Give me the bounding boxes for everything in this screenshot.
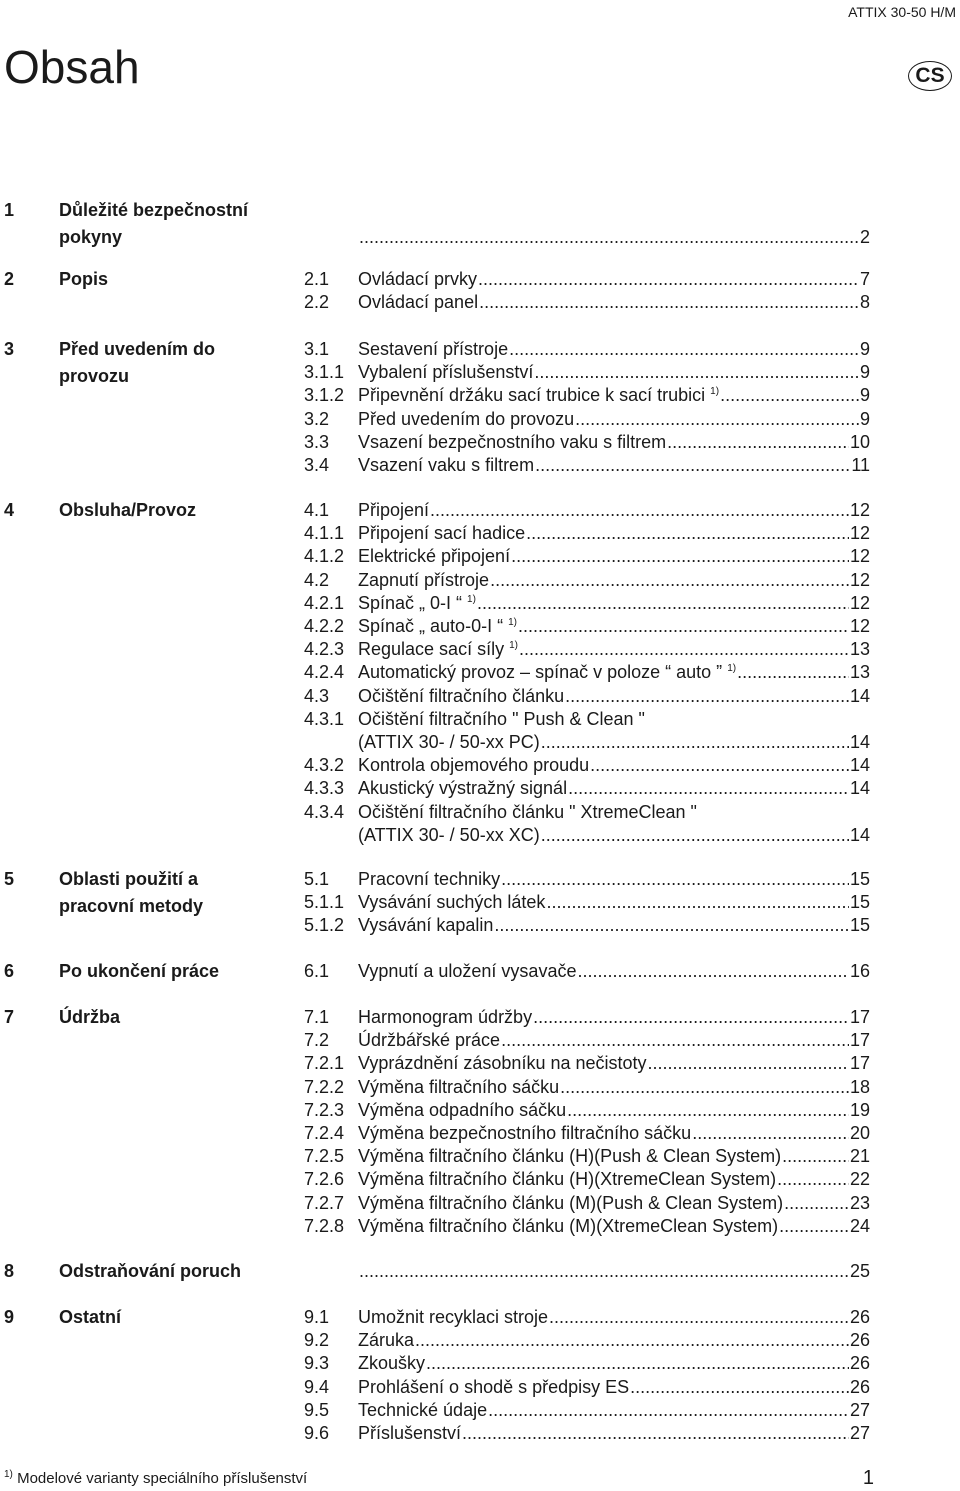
entry-title: Vsazení bezpečnostního vaku s filtrem [358, 431, 667, 452]
toc-entry[interactable] [358, 1168, 870, 1191]
entry-number: 3.1.1 [304, 362, 345, 383]
section-number: 1 [4, 200, 15, 220]
page-title: Obsah [4, 41, 140, 93]
entry-page: 27 [849, 1423, 870, 1443]
entry-title: Vysávání kapalin [358, 915, 494, 936]
dot-leader [479, 291, 859, 314]
section-number: 3 [4, 339, 15, 359]
entry-page: 9 [859, 408, 870, 429]
toc-entry[interactable] [358, 638, 870, 661]
entry-title: Umožnit recyklaci stroje [358, 1307, 549, 1327]
toc-entry[interactable] [358, 361, 870, 384]
section-title: pokyny [59, 227, 123, 248]
entry-number: 4.2.1 [304, 592, 345, 613]
entry-page: 9 [859, 339, 870, 359]
entry-number: 9.2 [304, 1330, 330, 1351]
toc-entry[interactable] [358, 1006, 870, 1029]
entry-title: Výměna odpadního sáčku [358, 1099, 567, 1120]
entry-title: Prohlášení o shodě s předpisy ES [358, 1376, 630, 1397]
entry-page: 13 [849, 639, 870, 660]
entry-page: 14 [849, 732, 870, 752]
entry-title: Očištění filtračního " Push & Clean " [358, 708, 645, 729]
toc-entry[interactable] [358, 708, 870, 731]
footnote [4, 1470, 307, 1488]
entry-page: 26 [849, 1353, 870, 1374]
entry-number: 7.2.3 [304, 1099, 345, 1120]
entry-title: (ATTIX 30- / 50-xx XC) [358, 824, 540, 845]
entry-number: 7.2 [304, 1030, 330, 1051]
dot-leader [560, 1076, 849, 1099]
dot-leader [541, 731, 849, 754]
dot-leader [720, 384, 859, 407]
dot-leader [359, 226, 859, 249]
entry-title: Očištění filtračního článku " XtremeClean " [358, 801, 697, 822]
entry-number: 4.1 [304, 500, 330, 520]
entry-page: 9 [859, 385, 870, 406]
entry-title: Výměna filtračního sáčku [358, 1076, 560, 1097]
entry-title: Kontrola objemového proudu [358, 755, 590, 776]
section-title: Údržba [59, 1007, 121, 1027]
toc-entry[interactable] [358, 1352, 870, 1375]
entry-page: 17 [849, 1007, 870, 1027]
entry-title: Zkoušky [358, 1353, 426, 1374]
dot-leader [541, 824, 849, 847]
entry-page: 12 [849, 592, 870, 613]
entry-title: Akustický výstražný signál [358, 778, 568, 799]
dot-leader [667, 431, 849, 454]
entry-page: 26 [849, 1376, 870, 1397]
entry-title: Sestavení přístroje [358, 339, 509, 359]
entry-number: 7.2.8 [304, 1215, 345, 1236]
section-title: Důležité bezpečnostní [59, 200, 249, 220]
toc-entry[interactable] [358, 454, 870, 477]
entry-title: Výměna filtračního článku (H)(Push & Clean System) [358, 1146, 782, 1167]
entry-page: 14 [849, 755, 870, 776]
toc-entry[interactable] [358, 891, 870, 914]
toc-entry[interactable] [358, 226, 870, 249]
entry-number: 4.3 [304, 685, 330, 706]
toc-entry[interactable] [358, 661, 870, 684]
section-title: Popis [59, 269, 109, 289]
entry-page: 19 [849, 1099, 870, 1120]
footnote-text: Modelové varianty speciálního příslušenství [17, 1470, 308, 1487]
dot-leader [782, 1145, 849, 1168]
toc-entry[interactable] [358, 960, 870, 983]
entry-number: 7.2.2 [304, 1076, 345, 1097]
toc-entry[interactable] [358, 522, 870, 545]
toc-entry[interactable] [358, 754, 870, 777]
entry-page: 17 [849, 1030, 870, 1051]
entry-number: 3.2 [304, 408, 330, 429]
dot-leader [478, 268, 859, 291]
entry-number: 2.1 [304, 269, 330, 289]
entry-page: 11 [851, 455, 870, 475]
section-title: Obsluha/Provoz [59, 500, 197, 520]
section-title: Oblasti použití a [59, 869, 199, 889]
entry-title: Příslušenství [358, 1423, 462, 1443]
entry-page: 26 [849, 1330, 870, 1351]
entry-number: 3.1.2 [304, 385, 345, 406]
entry-number: 3.1 [304, 339, 330, 359]
entry-title: Automatický provoz – spínač v poloze “ auto ” $^{1)}$ [358, 662, 737, 683]
toc-entry[interactable] [358, 338, 870, 361]
dot-leader [501, 868, 849, 891]
dot-leader [488, 1399, 849, 1422]
dot-leader [494, 914, 849, 937]
entry-title: Výměna filtračního článku (M)(XtremeClean System) [358, 1215, 779, 1236]
section-number: 6 [4, 961, 15, 981]
section-title: provozu [59, 366, 129, 387]
dot-leader [533, 1006, 849, 1029]
dot-leader [518, 615, 849, 638]
dot-leader [549, 1306, 849, 1329]
dot-leader [359, 1260, 849, 1283]
entry-number: 4.1.1 [304, 523, 345, 544]
entry-page: 18 [849, 1076, 870, 1097]
dot-leader [630, 1376, 849, 1399]
entry-title: Vsazení vaku s filtrem [358, 455, 535, 475]
dot-leader [692, 1122, 849, 1145]
entry-number: 5.1.2 [304, 915, 345, 936]
entry-title: Technické údaje [358, 1399, 488, 1420]
footnote-ref: 1) [467, 593, 476, 605]
toc-entry[interactable] [358, 1215, 870, 1238]
section-number: 7 [4, 1007, 15, 1027]
entry-number: 4.2.2 [304, 616, 345, 636]
entry-title: Elektrické připojení [358, 546, 511, 567]
entry-page: 21 [849, 1146, 870, 1167]
toc-entry[interactable] [358, 777, 870, 800]
dot-leader [567, 1099, 849, 1122]
entry-number: 7.2.7 [304, 1192, 345, 1213]
entry-page: 7 [859, 269, 870, 289]
dot-leader [575, 408, 859, 431]
dot-leader [509, 338, 859, 361]
entry-number: 5.1.1 [304, 892, 345, 913]
entry-number: 4.1.2 [304, 546, 345, 567]
entry-number: 4.2.4 [304, 662, 345, 683]
entry-title: Připojení [358, 500, 430, 520]
entry-title: Výměna bezpečnostního filtračního sáčku [358, 1123, 692, 1143]
toc-entry[interactable] [358, 1192, 870, 1215]
toc-entry[interactable] [358, 1076, 870, 1099]
toc-entry[interactable] [358, 431, 870, 454]
section-number: 4 [4, 500, 15, 520]
section-number: 9 [4, 1307, 15, 1327]
toc-entry[interactable] [358, 1422, 870, 1445]
section-number: 2 [4, 269, 15, 289]
entry-number: 5.1 [304, 869, 330, 889]
dot-leader [784, 1192, 849, 1215]
dot-leader [430, 499, 849, 522]
dot-leader [511, 545, 849, 568]
entry-number: 6.1 [304, 961, 330, 981]
entry-title: Spínač „ 0-I “ $^{1)}$ [358, 592, 476, 613]
entry-page: 12 [849, 569, 870, 590]
entry-title: Spínač „ auto-0-I “ $^{1)}$ [358, 616, 517, 636]
entry-page: 12 [849, 546, 870, 567]
entry-number: 7.2.4 [304, 1123, 345, 1143]
dot-leader [737, 661, 849, 684]
footnote-mark: 1) [4, 1469, 13, 1480]
entry-page: 8 [859, 292, 870, 313]
entry-page: 14 [849, 685, 870, 706]
entry-page: 23 [849, 1192, 870, 1213]
dot-leader [526, 522, 849, 545]
entry-title: Připevnění držáku sací trubice k sací trubici $^{1)}$ [358, 385, 720, 406]
entry-number: 3.3 [304, 431, 330, 452]
dot-leader [490, 569, 849, 592]
entry-title: Vypnutí a uložení vysavače [358, 961, 577, 981]
dot-leader [426, 1352, 849, 1375]
dot-leader [648, 1052, 849, 1075]
footnote-ref: 1) [727, 663, 737, 675]
entry-number: 4.2.3 [304, 639, 345, 660]
entry-page: 13 [849, 662, 870, 683]
dot-leader [415, 1329, 849, 1352]
entry-number: 7.2.6 [304, 1169, 345, 1190]
section-title: pracovní metody [59, 896, 204, 917]
entry-page: 25 [849, 1261, 870, 1281]
entry-title: Regulace sací síly $^{1)}$ [358, 639, 518, 660]
entry-number: 4.3.4 [304, 801, 345, 822]
toc-entry[interactable] [358, 569, 870, 592]
entry-page: 10 [849, 431, 870, 452]
dot-leader [777, 1168, 849, 1191]
toc-entry[interactable] [358, 731, 870, 754]
section-title: Po ukončení práce [59, 961, 220, 981]
toc-entry[interactable] [358, 499, 870, 522]
entry-number: 4.3.1 [304, 708, 345, 729]
entry-page: 12 [849, 500, 870, 520]
entry-number: 9.6 [304, 1423, 330, 1443]
dot-leader [568, 777, 849, 800]
entry-title: (ATTIX 30- / 50-xx PC) [358, 732, 540, 752]
dot-leader [477, 592, 849, 615]
toc-entry[interactable] [358, 1052, 870, 1075]
toc-entry[interactable] [358, 824, 870, 847]
toc-entry[interactable] [358, 592, 870, 615]
toc-entry[interactable] [358, 615, 870, 638]
entry-title: Výměna filtračního článku (H)(XtremeClean System) [358, 1169, 777, 1190]
dot-leader [546, 891, 849, 914]
dot-leader [590, 754, 849, 777]
entry-number: 4.3.2 [304, 755, 345, 776]
entry-title: Připojení sací hadice [358, 523, 526, 544]
entry-page: 16 [849, 961, 870, 981]
entry-page: 9 [859, 362, 870, 383]
dot-leader [534, 361, 859, 384]
entry-title: Harmonogram údržby [358, 1007, 533, 1027]
entry-title: Zapnutí přístroje [358, 569, 490, 590]
dot-leader [565, 685, 849, 708]
entry-page: 15 [849, 915, 870, 936]
entry-title: Ovládací prvky [358, 269, 478, 289]
entry-page: 14 [849, 778, 870, 799]
entry-title: Před uvedením do provozu [358, 408, 575, 429]
entry-page: 22 [849, 1169, 870, 1190]
footnote-ref: 1) [509, 640, 518, 652]
dot-leader [535, 454, 850, 477]
toc-entry[interactable] [358, 1399, 870, 1422]
dot-leader [462, 1422, 849, 1445]
entry-number: 9.1 [304, 1307, 330, 1327]
toc-entry[interactable] [358, 268, 870, 291]
entry-title: Údržbářské práce [358, 1030, 501, 1051]
entry-number: 7.2.5 [304, 1146, 345, 1167]
toc-entry[interactable] [358, 1376, 870, 1399]
page-number: 1 [862, 1467, 874, 1489]
toc-entry[interactable] [358, 1145, 870, 1168]
entry-title: Vybalení příslušenství [358, 362, 534, 383]
entry-title: Záruka [358, 1330, 415, 1351]
toc-entry[interactable] [358, 545, 870, 568]
entry-page: 17 [849, 1053, 870, 1074]
toc-entry[interactable] [358, 1306, 870, 1329]
toc-entry[interactable] [358, 1260, 870, 1283]
entry-number: 9.4 [304, 1376, 330, 1397]
footnote-ref: 1) [710, 386, 720, 398]
section-number: 8 [4, 1261, 15, 1281]
entry-title: Pracovní techniky [358, 869, 501, 889]
dot-leader [501, 1029, 849, 1052]
dot-leader [519, 638, 849, 661]
entry-title: Výměna filtračního článku (M)(Push & Clean System) [358, 1192, 784, 1213]
section-title: Odstraňování poruch [59, 1261, 242, 1281]
entry-number: 2.2 [304, 292, 330, 313]
footnote-ref: 1) [508, 617, 517, 628]
entry-title: Vysávání suchých látek [358, 892, 546, 913]
dot-leader [779, 1215, 849, 1238]
toc-entry[interactable] [358, 408, 870, 431]
entry-number: 9.5 [304, 1399, 330, 1420]
section-title: Ostatní [59, 1307, 122, 1327]
toc-entry[interactable] [358, 1099, 870, 1122]
entry-number: 7.1 [304, 1007, 330, 1027]
toc-entry[interactable] [358, 384, 870, 407]
entry-page: 15 [849, 869, 870, 889]
entry-page: 27 [849, 1399, 870, 1420]
entry-number: 4.2 [304, 569, 330, 590]
entry-page: 26 [849, 1307, 870, 1327]
section-title: Před uvedením do [59, 339, 216, 359]
toc-entry[interactable] [358, 1122, 870, 1145]
entry-number: 3.4 [304, 455, 330, 475]
dot-leader [577, 960, 849, 983]
entry-page: 2 [859, 227, 870, 248]
toc-entry[interactable] [358, 1329, 870, 1352]
entry-page: 14 [849, 824, 870, 845]
entry-title: Ovládací panel [358, 292, 479, 313]
toc-entry[interactable] [358, 914, 870, 937]
toc-entry[interactable] [358, 1029, 870, 1052]
entry-title: Očištění filtračního článku [358, 685, 565, 706]
entry-page: 15 [849, 892, 870, 913]
entry-title: Vyprázdnění zásobníku na nečistoty [358, 1053, 647, 1074]
document-model-label: ATTIX 30-50 H/M [848, 4, 956, 20]
toc-entry[interactable] [358, 801, 870, 824]
entry-page: 12 [849, 616, 870, 636]
section-number: 5 [4, 869, 15, 889]
entry-number: 9.3 [304, 1353, 330, 1374]
language-badge: CS [908, 61, 952, 91]
entry-page: 24 [849, 1215, 870, 1236]
toc-entry[interactable] [358, 868, 870, 891]
entry-number: 7.2.1 [304, 1053, 345, 1074]
toc-entry[interactable] [358, 291, 870, 314]
entry-number: 4.3.3 [304, 778, 345, 799]
entry-page: 20 [849, 1123, 870, 1143]
entry-page: 12 [849, 523, 870, 544]
toc-entry[interactable] [358, 685, 870, 708]
